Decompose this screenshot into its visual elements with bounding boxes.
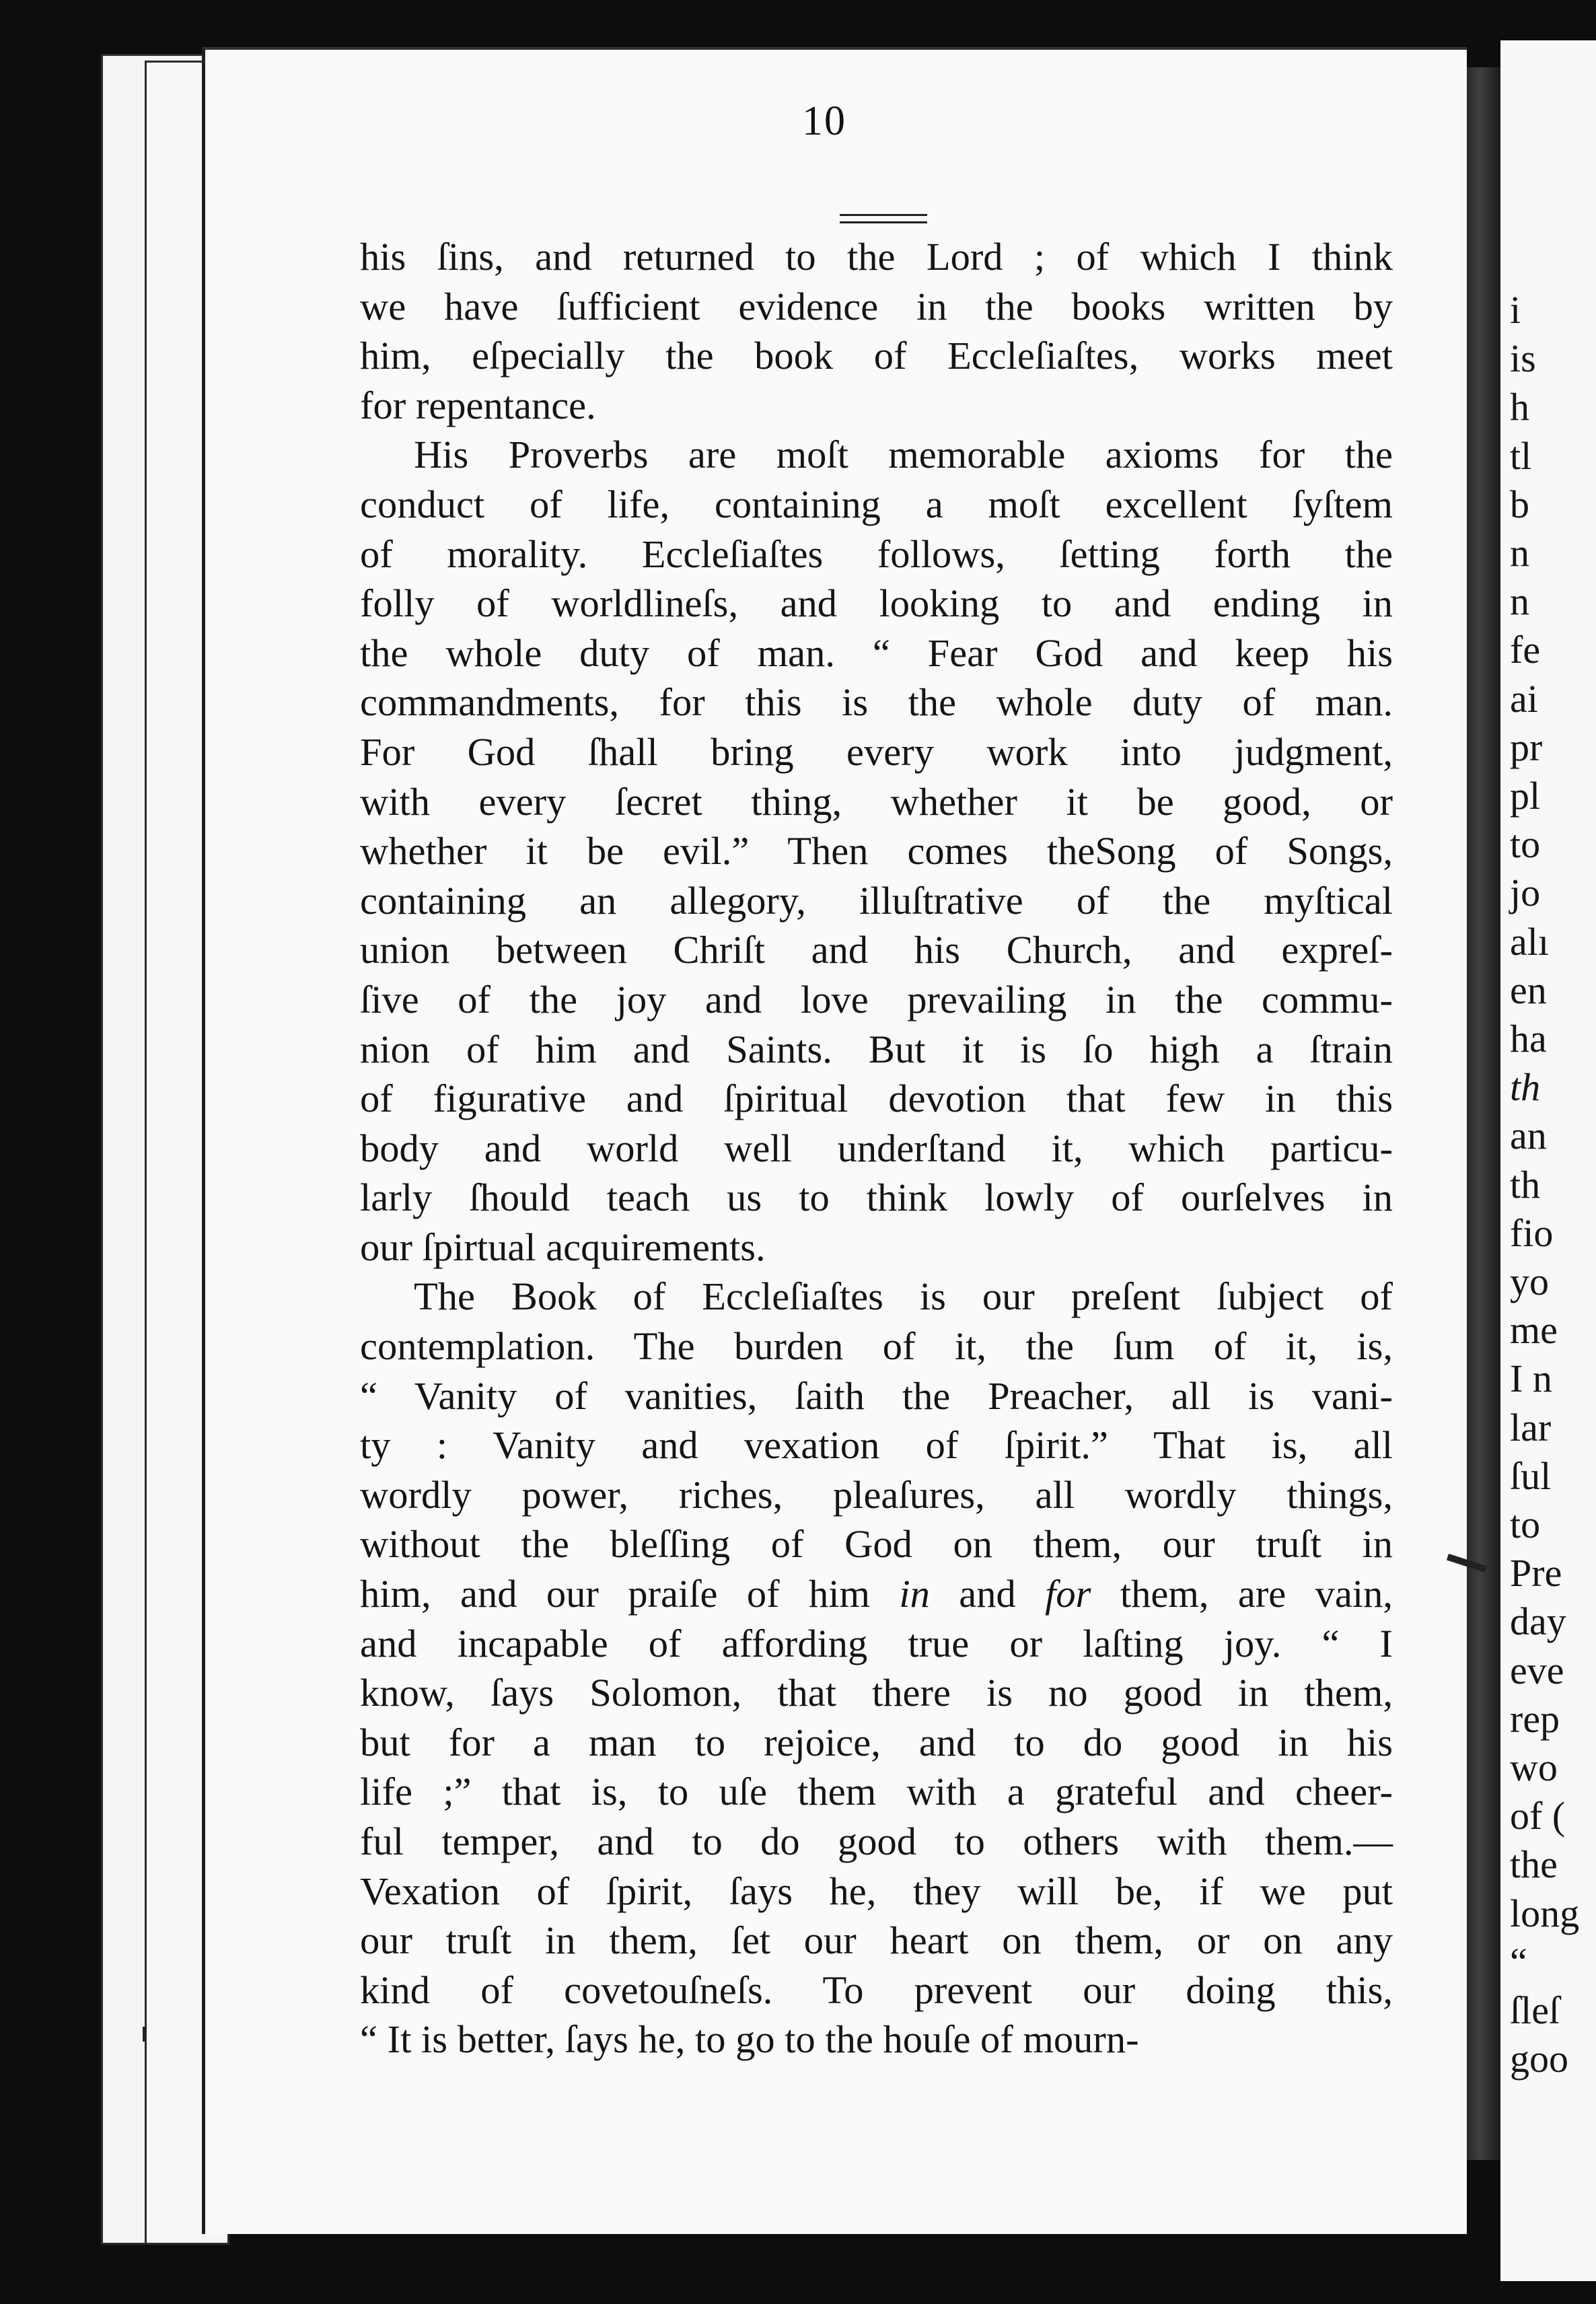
facing-page-line-fragment: ſul [1510, 1453, 1552, 1498]
facing-page-line-fragment: “ [1510, 1939, 1527, 1984]
facing-page-line-fragment: pr [1510, 725, 1543, 769]
text-line: For God ſhall bring every work into judgment, [360, 729, 1393, 774]
facing-page-line-fragment: th [1510, 1162, 1541, 1207]
text-line: ſive of the joy and love prevailing in the commu- [360, 977, 1393, 1021]
text-line: contemplation. The burden of it, the ſum of it, is, [360, 1324, 1393, 1369]
text-line: kind of covetouſneſs. To prevent our doing this, [360, 1968, 1393, 2012]
text-line: Vexation of ſpirit, ſays he, they will be, if we put [360, 1869, 1393, 1913]
facing-page-line-fragment: of ( [1510, 1794, 1566, 1838]
facing-page-line-fragment: long [1510, 1891, 1580, 1935]
text-line: him, and our praiſe of him in and for them, are vain, [360, 1572, 1393, 1616]
facing-page-line-fragment: me [1510, 1308, 1558, 1353]
text-line: of figurative and ſpiritual devotion that few in this [360, 1077, 1393, 1121]
facing-page-line-fragment: jo [1510, 871, 1541, 915]
text-line: we have ſufficient evidence in the books written by [360, 284, 1393, 328]
text-line: larly ſhould teach us to think lowly of ourſelves in [360, 1176, 1393, 1220]
facing-page-line-fragment: en [1510, 968, 1547, 1012]
text-line: and incapable of affording true or laſting joy. “ I [360, 1621, 1393, 1665]
facing-page-line-fragment: lar [1510, 1405, 1552, 1449]
text-line: “ It is better, ſays he, to go to the houſe of mourn- [360, 2017, 1139, 2062]
facing-page-line-fragment: ſleſ [1510, 1988, 1560, 2032]
body-text [360, 232, 1393, 2064]
facing-page-line-fragment: ha [1510, 1017, 1547, 1060]
text-line: life ;” that is, to uſe them with a grateful and cheer- [360, 1770, 1393, 1814]
facing-page-line-fragment: ai [1510, 676, 1538, 721]
facing-page-line-fragment: b [1510, 482, 1529, 526]
text-line: The Book of Eccleſiaſtes is our preſent ſubject of [414, 1274, 1393, 1319]
facing-page-line-fragment: I n [1510, 1357, 1552, 1401]
facing-page-line-fragment: is [1510, 336, 1536, 381]
text-line: without the bleſſing of God on them, our truſt in [360, 1522, 1393, 1567]
text-line: ty : Vanity and vexation of ſpirit.” That is, all [360, 1423, 1393, 1468]
text-line: conduct of life, containing a moſt excellent ſyſtem [360, 482, 1393, 526]
header-rule [840, 214, 927, 223]
facing-page-line-fragment: to [1510, 822, 1541, 867]
text-line: His Proverbs are moſt memorable axioms for the [414, 433, 1393, 477]
text-line: of morality. Eccleſiaſtes follows, ſetting forth the [360, 532, 1393, 576]
facing-page-line-fragment: h [1510, 385, 1529, 429]
facing-page-line-fragment: rep [1510, 1696, 1560, 1741]
facing-page-line-fragment: Pre [1510, 1551, 1562, 1595]
facing-page-line-fragment: n [1510, 531, 1529, 575]
facing-page-line-fragment: to [1510, 1503, 1541, 1546]
text-line: wordly power, riches, pleaſures, all wordly things, [360, 1472, 1393, 1517]
facing-page-line-fragment: wo [1510, 1745, 1558, 1789]
facing-page-line-fragment: fio [1510, 1211, 1554, 1255]
text-line: ful temper, and to do good to others with them.— [360, 1820, 1393, 1863]
facing-page-line-fragment: tl [1510, 433, 1532, 478]
facing-page-line-fragment: goo [1510, 2037, 1568, 2081]
facing-page-line-fragment: eve [1510, 1648, 1564, 1692]
text-line: body and world well underſtand it, which particu- [360, 1126, 1393, 1170]
scan-speck [143, 2027, 146, 2042]
text-line: him, eſpecially the book of Eccleſiaſtes, works meet [360, 334, 1393, 378]
facing-page-fragment [1500, 40, 1596, 2281]
text-line: our ſpirtual acquirements. [360, 1225, 766, 1269]
text-line: know, ſays Solomon, that there is no good in them, [360, 1671, 1393, 1715]
text-line: union between Chriſt and his Church, and expreſ- [360, 928, 1393, 972]
italic-word: for [1045, 1572, 1091, 1616]
text-line: but for a man to rejoice, and to do good in his [360, 1720, 1393, 1764]
paragraph [360, 430, 1393, 1272]
text-line: nion of him and Saints. But it is ſo high a ſtrain [360, 1027, 1393, 1071]
page-number: 10 [802, 98, 846, 144]
facing-page-line-fragment: fe [1510, 628, 1541, 672]
text-line: with every ſecret thing, whether it be good, or [360, 779, 1393, 824]
facing-page-line-fragment: n [1510, 579, 1529, 624]
facing-page-line-fragment: th [1510, 1065, 1541, 1110]
text-line: “ Vanity of vanities, ſaith the Preacher, all is vani- [360, 1373, 1393, 1418]
text-line: for repentance. [360, 383, 596, 427]
facing-page-line-fragment: i [1510, 288, 1521, 332]
facing-page-line-fragment: pl [1510, 774, 1541, 818]
text-line: containing an allegory, illuſtrative of the myſtical [360, 878, 1393, 923]
text-line: the whole duty of man. “ Fear God and keep his [360, 631, 1393, 675]
text-line: his ſins, and returned to the Lord ; of which I think [360, 235, 1393, 279]
text-line: our truſt in them, ſet our heart on them, or on any [360, 1918, 1393, 1963]
facing-page-line-fragment: yo [1510, 1260, 1549, 1303]
binding-gutter [1467, 67, 1500, 2160]
text-line: folly of worldlineſs, and looking to and ending in [360, 581, 1393, 626]
text-line: commandments, for this is the whole duty of man. [360, 680, 1393, 725]
facing-page-line-fragment: the [1510, 1842, 1558, 1887]
facing-page-line-fragment: an [1510, 1114, 1547, 1158]
paragraph [360, 232, 1393, 430]
facing-page-line-fragment: day [1510, 1599, 1566, 1644]
paragraph [360, 1272, 1393, 2064]
italic-word: in [899, 1572, 930, 1616]
facing-page-line-fragment: alı [1510, 919, 1549, 964]
text-line: whether it be evil.” Then comes theSong of Songs, [360, 829, 1393, 873]
